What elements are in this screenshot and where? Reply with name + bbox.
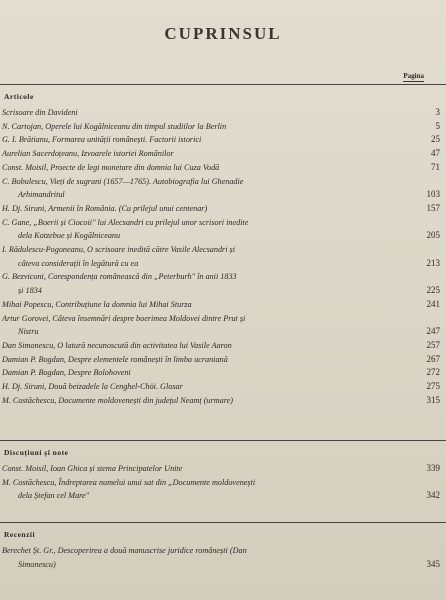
toc-entry — [2, 312, 440, 325]
toc-entry-text: Damian P. Bogdan, Despre elementele românești în limba ucraniană — [2, 354, 228, 364]
section-rule — [0, 522, 446, 523]
toc-entry-text: Simonescu) — [18, 559, 56, 569]
toc-entry-text: Nistru — [18, 327, 39, 337]
toc-entry — [2, 202, 440, 215]
toc-entry — [2, 380, 440, 393]
toc-entry — [18, 558, 440, 571]
toc-page-number: 3 — [435, 107, 440, 117]
toc-entry-text: Berechet Șt. Gr., Descoperirea a două manuscrise juridice românești (Dan — [2, 546, 247, 555]
toc-entry — [2, 120, 440, 133]
toc-entry — [18, 489, 440, 502]
toc-entry-text: M. Costăchescu, Documente moldovenești din județul Neamț (urmare) — [2, 395, 233, 405]
toc-page-number: 345 — [426, 558, 440, 569]
toc-page-number: 225 — [426, 285, 440, 296]
toc-entry-text: Damian P. Bogdan, Despre Bolohoveni — [2, 368, 131, 378]
toc-entry-text: C. Gane, „Boerii și Ciocoii" lui Alecsandri cu prilejul unor scrisori inedite — [2, 217, 249, 227]
toc-page-number: 71 — [431, 161, 440, 172]
toc-entry-text: Dan Simonescu, O latură necunoscută din activitatea lui Vasile Aaron — [2, 340, 232, 350]
toc-page-number: 205 — [426, 230, 440, 241]
toc-entry-text: Mihai Popescu, Contribuțiune la domnia lui Mihai Sturza — [2, 299, 192, 309]
toc-entry-text: G. Bezviconi, Corespondența românească din „Peterburh" în anii 1833 — [2, 272, 237, 282]
toc-entry — [2, 394, 440, 407]
toc-entry-text: H. Dj. Siruni, Două beizadele la Cenghel-Chöi. Glosar — [2, 382, 183, 391]
toc-entry-text: C. Bobulescu, Vieți de sugrani (1657—1765). Autobiografia lui Ghenadie — [2, 176, 244, 186]
toc-entry-text: G. I. Brătianu, Formarea unității românești. Factorii istorici — [2, 135, 202, 145]
section-rule — [0, 440, 446, 441]
toc-entry — [2, 462, 440, 475]
toc-entry — [2, 270, 440, 283]
page-title: CUPRINSUL — [164, 24, 282, 43]
toc-entry — [2, 476, 440, 489]
toc-entry-text: câteva considerații în legătură cu ea — [18, 258, 139, 268]
toc-entry — [18, 229, 440, 242]
toc-page-number: 247 — [426, 326, 440, 337]
toc-page-number: 5 — [435, 120, 440, 131]
toc-page-number: 315 — [426, 394, 440, 405]
toc-entry — [2, 243, 440, 256]
toc-entry-text: N. Cartojan, Operele lui Kogălniceanu din timpul studiilor la Berlin — [2, 121, 227, 131]
toc-page-number: 157 — [426, 202, 440, 213]
section-heading: Discuțiuni și note — [4, 448, 69, 457]
toc-entry — [2, 161, 440, 174]
toc-entry — [18, 284, 440, 297]
toc-entry-text: H. Dj. Siruni, Armenii în România. (Cu prilejul unui centenar) — [2, 203, 208, 213]
toc-entry-text: și 1834 — [18, 286, 42, 296]
toc-page-number: 267 — [426, 353, 440, 364]
toc-page-number: 103 — [426, 189, 440, 200]
rule-top — [0, 84, 446, 85]
toc-page-number: 339 — [426, 463, 440, 473]
toc-page-number: 275 — [426, 381, 440, 391]
toc-entry-text: dela Kotzebue și Kogălniceanu — [18, 231, 121, 241]
toc-entry — [2, 216, 440, 229]
toc-entry — [18, 188, 440, 201]
toc-page-number: 25 — [431, 134, 440, 145]
toc-entry — [2, 366, 440, 379]
toc-entry — [2, 298, 440, 311]
toc-entry-text: Const. Moisil, Proecte de legi monetare din domnia lui Cuza Vodă — [2, 162, 220, 172]
section-heading: Recenzii — [4, 530, 36, 539]
toc-entry — [2, 147, 440, 160]
toc-entry — [2, 106, 440, 119]
toc-entry-text: Const. Moisil, Ioan Ghica și stema Principatelor Unite — [2, 464, 183, 473]
toc-entry-text: M. Costăchescu, Îndreptarea numelui unui sat din „Documente moldovenești — [2, 477, 256, 487]
section-heading: Articole — [4, 92, 34, 101]
toc-entry — [2, 175, 440, 188]
toc-page-number: 47 — [431, 148, 440, 159]
toc-entry — [18, 325, 440, 338]
toc-entry-text: dela Ștefan cel Mare" — [18, 491, 90, 501]
toc-entry-text: I. Rădulescu-Pogoneanu, O scrisoare inedită către Vasile Alecsandri și — [2, 245, 236, 254]
toc-entry — [2, 353, 440, 366]
toc-page-number: 272 — [426, 367, 440, 378]
pagina-column-label: Pagina — [403, 72, 424, 80]
toc-entry-text: Arhimandritul — [18, 190, 65, 200]
toc-page-number: 213 — [426, 257, 440, 268]
toc-entry-text: Scrisoare din Davideni — [2, 108, 78, 117]
toc-page-number: 257 — [426, 339, 440, 350]
toc-entry — [2, 339, 440, 352]
toc-page-number: 241 — [426, 298, 440, 309]
toc-entry-text: Artur Gorovei, Câteva însemnări despre boerimea Moldovei dintre Prut și — [2, 313, 246, 323]
toc-page-number: 342 — [426, 490, 440, 501]
toc-entry-text: Aurelian Sacerdoțeanu, Izvoarele istoriei Românilor — [2, 149, 174, 159]
toc-entry — [18, 257, 440, 270]
toc-entry — [2, 544, 440, 557]
toc-entry — [2, 133, 440, 146]
